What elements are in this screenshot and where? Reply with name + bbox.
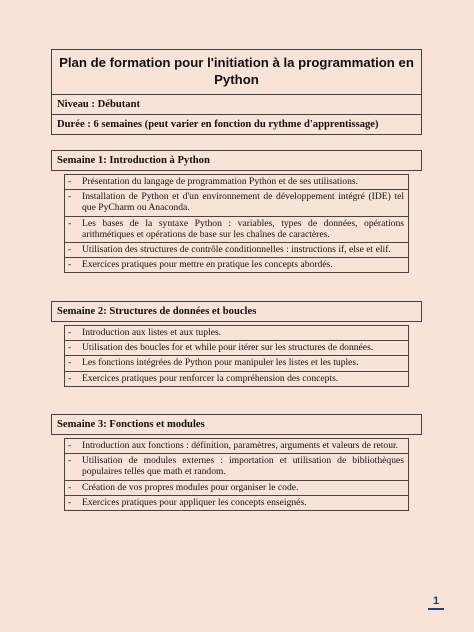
dash-bullet: - xyxy=(68,481,72,493)
list-item xyxy=(64,174,409,190)
dash-bullet: - xyxy=(68,455,72,467)
dash-bullet: - xyxy=(68,259,72,271)
list-item xyxy=(64,371,409,387)
level-label: Niveau : Débutant xyxy=(57,99,140,110)
dash-bullet: - xyxy=(68,372,72,384)
page-number: 1 xyxy=(428,595,444,610)
list-item xyxy=(64,438,409,454)
list-item xyxy=(64,325,409,341)
dash-bullet: - xyxy=(68,496,72,508)
week-section-2 xyxy=(51,301,422,387)
week-items xyxy=(64,174,409,273)
list-item xyxy=(64,257,409,273)
item-text: Introduction aux fonctions : définition, paramètres, arguments et valeurs de retour. xyxy=(82,440,399,451)
week-section-1 xyxy=(51,150,422,273)
item-text: Création de vos propres modules pour organiser le code. xyxy=(82,481,299,493)
list-item xyxy=(64,189,409,216)
document-title: Plan de formation pour l'initiation à la programmation en Python xyxy=(52,50,421,95)
item-text: Présentation du langage de programmation Python et de ses utilisations. xyxy=(82,176,359,187)
list-item xyxy=(64,453,409,480)
item-text: Les bases de la syntaxe Python : variables, types de données, opérations arithmétiques et opérations de base sur les chaînes de caractères. xyxy=(82,217,404,240)
list-item xyxy=(64,242,409,258)
duration-label: Durée : 6 semaines (peut varier en fonction du rythme d'apprentissage) xyxy=(52,114,421,134)
item-text: Exercices pratiques pour appliquer les concepts enseignés. xyxy=(82,496,307,508)
item-text: Introduction aux listes et aux tuples. xyxy=(82,327,222,338)
week-heading: Semaine 3: Fonctions et modules xyxy=(51,414,422,435)
week-items xyxy=(64,438,409,511)
list-item xyxy=(64,480,409,496)
header-box xyxy=(51,49,422,135)
list-item xyxy=(64,340,409,356)
dash-bullet: - xyxy=(68,357,72,369)
item-text: Installation de Python et d'un environnement de développement intégré (IDE) tel que PyCharm ou Anaconda. xyxy=(82,191,404,214)
item-text: Exercices pratiques pour mettre en pratique les concepts abordés. xyxy=(82,259,333,271)
dash-bullet: - xyxy=(68,327,72,338)
dash-bullet: - xyxy=(68,217,72,229)
list-item xyxy=(64,355,409,371)
dash-bullet: - xyxy=(68,244,72,256)
item-text: Utilisation de modules externes : importation et utilisation de bibliothèques populaires telles que math et random. xyxy=(82,455,404,478)
item-text: Utilisation des structures de contrôle conditionnelles : instructions if, else et elif. xyxy=(82,244,391,256)
week-heading: Semaine 1: Introduction à Python xyxy=(51,150,422,171)
item-text: Les fonctions intégrées de Python pour manipuler les listes et les tuples. xyxy=(82,357,359,369)
week-items xyxy=(64,325,409,387)
list-item xyxy=(64,216,409,243)
item-text: Exercices pratiques pour renforcer la compréhension des concepts. xyxy=(82,372,339,384)
week-heading: Semaine 2: Structures de données et boucles xyxy=(51,301,422,322)
dash-bullet: - xyxy=(68,176,72,187)
dash-bullet: - xyxy=(68,191,72,203)
list-item xyxy=(64,495,409,511)
dash-bullet: - xyxy=(68,440,72,451)
week-section-3 xyxy=(51,414,422,511)
item-text: Utilisation des boucles for et while pour itérer sur les structures de données. xyxy=(82,342,374,354)
dash-bullet: - xyxy=(68,342,72,354)
